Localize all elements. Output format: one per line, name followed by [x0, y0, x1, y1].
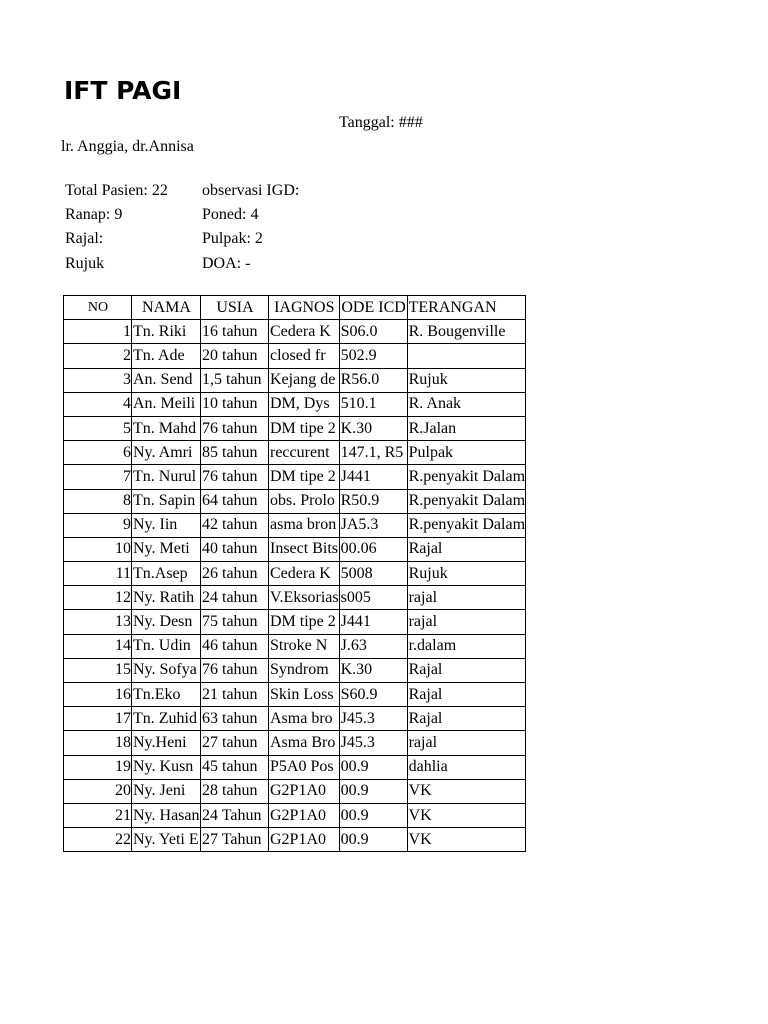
cell-no: 7 [64, 465, 132, 489]
cell-diagnosa [269, 707, 340, 731]
cell-nama [132, 392, 201, 416]
cell-no: 3 [64, 368, 132, 392]
cell-diagnosa [269, 658, 340, 682]
cell-keterangan-text: R. Bougenville [408, 322, 506, 340]
cell-kode-icd [339, 368, 407, 392]
page-title: IFT PAGI [64, 76, 182, 105]
cell-nama-text: Tn. Sapin [133, 492, 196, 510]
cell-kode-icd [339, 537, 407, 561]
cell-nama-text: Ny. Yeti E [133, 830, 199, 848]
table-row [64, 368, 526, 392]
cell-nama-text: An. Send [133, 371, 193, 389]
cell-diagnosa [269, 344, 340, 368]
table-row [64, 465, 526, 489]
date-label: Tanggal: [339, 114, 395, 131]
cell-keterangan [407, 465, 525, 489]
cell-kode-icd [339, 755, 407, 779]
cell-usia [201, 634, 269, 658]
cell-kode-icd-text: S60.9 [340, 685, 378, 703]
cell-no: 10 [64, 537, 132, 561]
cell-keterangan [407, 755, 525, 779]
cell-usia-text: 16 tahun [202, 322, 258, 340]
cell-keterangan-text: R.Jalan [408, 419, 457, 437]
summary-pulpak: Pulpak: 2 [202, 230, 263, 247]
cell-keterangan [407, 779, 525, 803]
cell-kode-icd-text: R50.9 [340, 492, 380, 510]
cell-usia-text: 46 tahun [202, 637, 258, 655]
date-value: ### [398, 114, 423, 131]
date-line [339, 114, 423, 132]
cell-usia-text: 45 tahun [202, 758, 258, 776]
cell-usia-text: 40 tahun [202, 540, 258, 558]
cell-nama [132, 586, 201, 610]
table-row [64, 707, 526, 731]
table-header-row [64, 296, 526, 320]
cell-kode-icd [339, 610, 407, 634]
cell-usia-text: 26 tahun [202, 564, 258, 582]
cell-usia [201, 610, 269, 634]
cell-keterangan-text: Rajal [408, 661, 443, 679]
cell-kode-icd [339, 658, 407, 682]
cell-diagnosa-text: DM tipe 2 [270, 613, 336, 631]
cell-keterangan-text: Rujuk [408, 564, 448, 582]
cell-usia [201, 416, 269, 440]
cell-usia [201, 658, 269, 682]
cell-nama [132, 513, 201, 537]
table-row [64, 562, 526, 586]
summary-observasi: observasi IGD: [202, 182, 300, 199]
cell-kode-icd-text: J45.3 [340, 733, 375, 751]
cell-diagnosa-text: Asma bro [270, 709, 333, 727]
cell-nama-text: Ny. Hasan [133, 806, 200, 824]
cell-kode-icd-text: 502.9 [340, 346, 377, 364]
summary-doa: DOA: - [202, 255, 251, 272]
cell-diagnosa [269, 392, 340, 416]
cell-nama [132, 562, 201, 586]
cell-usia-text: 76 tahun [202, 661, 258, 679]
cell-nama-text: Tn. Zuhid [133, 709, 197, 727]
cell-nama-text: Tn. Nurul [133, 467, 197, 485]
cell-kode-icd-text: JA5.3 [340, 516, 379, 534]
cell-keterangan [407, 344, 525, 368]
header-kode-icd: ODE ICD [339, 296, 407, 320]
cell-diagnosa-text: V.Eksorias [270, 588, 339, 606]
cell-usia [201, 779, 269, 803]
cell-diagnosa [269, 828, 340, 852]
cell-usia-text: 1,5 tahun [202, 371, 262, 389]
cell-keterangan [407, 416, 525, 440]
cell-kode-icd [339, 416, 407, 440]
cell-diagnosa [269, 586, 340, 610]
cell-diagnosa-text: G2P1A0 [270, 830, 327, 848]
cell-kode-icd-text: K.30 [340, 419, 373, 437]
cell-keterangan [407, 586, 525, 610]
cell-usia-text: 64 tahun [202, 492, 258, 510]
cell-diagnosa-text: asma bron [270, 516, 337, 534]
cell-keterangan [407, 392, 525, 416]
table-row [64, 441, 526, 465]
cell-usia-text: 28 tahun [202, 782, 258, 800]
cell-keterangan [407, 320, 525, 344]
cell-diagnosa-text: Asma Bro [270, 733, 336, 751]
cell-kode-icd [339, 320, 407, 344]
cell-usia-text: 27 Tahun [202, 830, 262, 848]
cell-diagnosa [269, 441, 340, 465]
cell-no: 8 [64, 489, 132, 513]
cell-keterangan [407, 610, 525, 634]
cell-keterangan-text: VK [408, 806, 432, 824]
cell-keterangan-text: VK [408, 830, 432, 848]
cell-nama-text: Tn. Riki [133, 322, 187, 340]
cell-keterangan [407, 707, 525, 731]
cell-nama [132, 634, 201, 658]
cell-diagnosa [269, 634, 340, 658]
cell-diagnosa-text: closed fr [270, 346, 326, 364]
cell-diagnosa-text: DM tipe 2 [270, 467, 336, 485]
cell-usia-text: 20 tahun [202, 346, 258, 364]
cell-usia [201, 320, 269, 344]
header-keterangan: TERANGAN [407, 296, 525, 320]
cell-keterangan [407, 513, 525, 537]
cell-kode-icd [339, 489, 407, 513]
cell-usia-text: 85 tahun [202, 443, 258, 461]
cell-kode-icd-text: 5008 [340, 564, 373, 582]
table-row [64, 658, 526, 682]
cell-usia [201, 344, 269, 368]
cell-no: 1 [64, 320, 132, 344]
cell-keterangan [407, 441, 525, 465]
cell-keterangan-text: rajal [408, 588, 438, 606]
cell-no: 2 [64, 344, 132, 368]
cell-kode-icd-text: J441 [340, 467, 371, 485]
cell-usia-text: 27 tahun [202, 733, 258, 751]
cell-nama [132, 755, 201, 779]
cell-kode-icd [339, 828, 407, 852]
cell-diagnosa [269, 755, 340, 779]
cell-keterangan [407, 562, 525, 586]
cell-keterangan [407, 828, 525, 852]
cell-nama [132, 489, 201, 513]
cell-diagnosa-text: DM, Dys [270, 395, 330, 413]
cell-diagnosa [269, 320, 340, 344]
cell-keterangan [407, 368, 525, 392]
cell-nama-text: Ny. Desn [133, 613, 193, 631]
table-row [64, 392, 526, 416]
cell-usia-text: 42 tahun [202, 516, 258, 534]
cell-kode-icd-text: s005 [340, 588, 371, 606]
table-row [64, 320, 526, 344]
summary-ranap: Ranap: 9 [65, 206, 123, 223]
cell-usia [201, 707, 269, 731]
cell-usia [201, 828, 269, 852]
cell-kode-icd [339, 634, 407, 658]
cell-keterangan-text: Rajal [408, 540, 443, 558]
cell-no: 21 [64, 803, 132, 827]
cell-kode-icd [339, 803, 407, 827]
cell-usia [201, 537, 269, 561]
cell-nama [132, 416, 201, 440]
cell-kode-icd [339, 513, 407, 537]
cell-nama [132, 344, 201, 368]
cell-no: 18 [64, 731, 132, 755]
cell-kode-icd-text: J45.3 [340, 709, 375, 727]
cell-no: 6 [64, 441, 132, 465]
table-row [64, 683, 526, 707]
cell-nama [132, 537, 201, 561]
cell-keterangan [407, 731, 525, 755]
header-nama: NAMA [132, 296, 201, 320]
doctors-line: lr. Anggia, dr.Annisa [61, 138, 194, 155]
cell-keterangan-text: dahlia [408, 758, 448, 776]
cell-nama [132, 828, 201, 852]
cell-kode-icd [339, 344, 407, 368]
summary-poned: Poned: 4 [202, 206, 259, 223]
cell-no: 16 [64, 683, 132, 707]
cell-keterangan-text: R.penyakit Dalam [408, 516, 526, 534]
cell-keterangan-text: Rajal [408, 685, 443, 703]
summary-rajal: Rajal: [65, 230, 104, 247]
cell-nama [132, 465, 201, 489]
cell-keterangan-text: R.penyakit Dalam [408, 492, 526, 510]
cell-diagnosa-text: reccurent [270, 443, 330, 461]
cell-usia-text: 21 tahun [202, 685, 258, 703]
cell-keterangan-text: Pulpak [408, 443, 454, 461]
cell-no: 4 [64, 392, 132, 416]
cell-kode-icd [339, 707, 407, 731]
table-row [64, 803, 526, 827]
cell-keterangan-text: VK [408, 782, 432, 800]
cell-usia [201, 683, 269, 707]
cell-keterangan [407, 489, 525, 513]
cell-keterangan-text: Rujuk [408, 371, 448, 389]
cell-usia [201, 441, 269, 465]
table-row [64, 586, 526, 610]
cell-diagnosa-text: DM tipe 2 [270, 419, 336, 437]
cell-keterangan-text: r.dalam [408, 637, 457, 655]
cell-keterangan [407, 683, 525, 707]
cell-usia-text: 24 tahun [202, 588, 258, 606]
cell-nama-text: Tn. Udin [133, 637, 191, 655]
table-row [64, 610, 526, 634]
cell-usia [201, 562, 269, 586]
cell-no: 20 [64, 779, 132, 803]
cell-no: 11 [64, 562, 132, 586]
cell-usia [201, 465, 269, 489]
cell-usia-text: 63 tahun [202, 709, 258, 727]
cell-no: 15 [64, 658, 132, 682]
cell-no: 13 [64, 610, 132, 634]
cell-no: 17 [64, 707, 132, 731]
cell-diagnosa-text: Skin Loss [270, 685, 334, 703]
cell-nama [132, 779, 201, 803]
cell-keterangan [407, 537, 525, 561]
cell-nama-text: Ny. Kusn [133, 758, 194, 776]
cell-usia [201, 586, 269, 610]
cell-kode-icd-text: S06.0 [340, 322, 378, 340]
cell-diagnosa-text: G2P1A0 [270, 782, 327, 800]
cell-diagnosa [269, 683, 340, 707]
cell-nama-text: Ny. Iin [133, 516, 178, 534]
cell-usia-text: 24 Tahun [202, 806, 262, 824]
cell-diagnosa-text: Insect Bits [270, 540, 338, 558]
cell-diagnosa [269, 368, 340, 392]
cell-nama [132, 610, 201, 634]
cell-usia-text: 10 tahun [202, 395, 258, 413]
cell-nama-text: Ny. Sofya [133, 661, 197, 679]
cell-kode-icd [339, 731, 407, 755]
cell-diagnosa [269, 537, 340, 561]
cell-kode-icd [339, 683, 407, 707]
cell-diagnosa-text: Stroke N [270, 637, 328, 655]
cell-nama-text: Tn. Mahd [133, 419, 197, 437]
cell-kode-icd-text: K.30 [340, 661, 373, 679]
header-diagnosa: IAGNOS [269, 296, 340, 320]
cell-keterangan [407, 803, 525, 827]
table-row [64, 344, 526, 368]
cell-nama [132, 707, 201, 731]
cell-diagnosa-text: Syndrom [270, 661, 329, 679]
table-row [64, 634, 526, 658]
cell-diagnosa [269, 416, 340, 440]
cell-nama-text: Ny. Meti [133, 540, 190, 558]
cell-kode-icd [339, 441, 407, 465]
cell-diagnosa-text: Cedera K [270, 322, 331, 340]
table-row [64, 731, 526, 755]
summary-total-pasien: Total Pasien: 22 [65, 182, 168, 199]
cell-usia [201, 731, 269, 755]
table-row [64, 489, 526, 513]
cell-nama-text: Tn.Eko [133, 685, 181, 703]
table-row [64, 779, 526, 803]
cell-usia [201, 392, 269, 416]
cell-keterangan [407, 658, 525, 682]
cell-kode-icd-text: J441 [340, 613, 371, 631]
cell-nama [132, 683, 201, 707]
cell-nama-text: An. Meili [133, 395, 196, 413]
cell-usia-text: 76 tahun [202, 467, 258, 485]
table-row [64, 537, 526, 561]
cell-diagnosa [269, 731, 340, 755]
cell-kode-icd-text: R56.0 [340, 371, 380, 389]
cell-keterangan-text: R. Anak [408, 395, 462, 413]
cell-usia [201, 368, 269, 392]
cell-nama [132, 441, 201, 465]
cell-kode-icd-text: 00.9 [340, 782, 369, 800]
cell-nama-text: Ny.Heni [133, 733, 187, 751]
cell-kode-icd [339, 586, 407, 610]
cell-no: 22 [64, 828, 132, 852]
cell-usia [201, 755, 269, 779]
cell-usia-text: 76 tahun [202, 419, 258, 437]
cell-diagnosa [269, 465, 340, 489]
cell-nama [132, 731, 201, 755]
cell-diagnosa [269, 513, 340, 537]
cell-usia [201, 489, 269, 513]
cell-no: 9 [64, 513, 132, 537]
cell-usia-text: 75 tahun [202, 613, 258, 631]
cell-keterangan-text: R.penyakit Dalam [408, 467, 526, 485]
cell-nama-text: Tn. Ade [133, 346, 185, 364]
cell-usia [201, 513, 269, 537]
cell-usia [201, 803, 269, 827]
cell-kode-icd-text: 00.06 [340, 540, 377, 558]
patient-table [63, 295, 526, 852]
cell-diagnosa-text: G2P1A0 [270, 806, 327, 824]
cell-kode-icd-text: J.63 [340, 637, 367, 655]
cell-no: 5 [64, 416, 132, 440]
cell-diagnosa [269, 779, 340, 803]
cell-no: 14 [64, 634, 132, 658]
cell-nama [132, 803, 201, 827]
cell-diagnosa [269, 803, 340, 827]
cell-diagnosa-text: obs. Prolo [270, 492, 335, 510]
table-row [64, 828, 526, 852]
cell-nama [132, 368, 201, 392]
cell-kode-icd [339, 392, 407, 416]
cell-keterangan [407, 634, 525, 658]
cell-diagnosa-text: P5A0 Pos [270, 758, 334, 776]
cell-nama-text: Ny. Amri [133, 443, 193, 461]
cell-kode-icd [339, 779, 407, 803]
table-row [64, 513, 526, 537]
cell-nama [132, 320, 201, 344]
cell-diagnosa [269, 610, 340, 634]
cell-nama-text: Ny. Jeni [133, 782, 186, 800]
cell-keterangan-text: rajal [408, 613, 438, 631]
cell-kode-icd-text: 00.9 [340, 830, 369, 848]
cell-no: 12 [64, 586, 132, 610]
header-usia: USIA [201, 296, 269, 320]
cell-diagnosa-text: Kejang de [270, 371, 336, 389]
table-row [64, 416, 526, 440]
header-no: NO [64, 296, 132, 320]
cell-kode-icd [339, 465, 407, 489]
table-row [64, 755, 526, 779]
cell-kode-icd-text: 147.1, R5 [340, 443, 404, 461]
cell-keterangan-text: rajal [408, 733, 438, 751]
cell-nama-text: Tn.Asep [133, 564, 188, 582]
cell-keterangan-text: Rajal [408, 709, 443, 727]
cell-no: 19 [64, 755, 132, 779]
cell-diagnosa-text: Cedera K [270, 564, 331, 582]
cell-kode-icd-text: 00.9 [340, 806, 369, 824]
cell-kode-icd-text: 00.9 [340, 758, 369, 776]
cell-diagnosa [269, 562, 340, 586]
cell-diagnosa [269, 489, 340, 513]
cell-nama [132, 658, 201, 682]
cell-nama-text: Ny. Ratih [133, 588, 195, 606]
summary-rujuk: Rujuk [65, 255, 105, 272]
cell-kode-icd-text: 510.1 [340, 395, 377, 413]
cell-kode-icd [339, 562, 407, 586]
